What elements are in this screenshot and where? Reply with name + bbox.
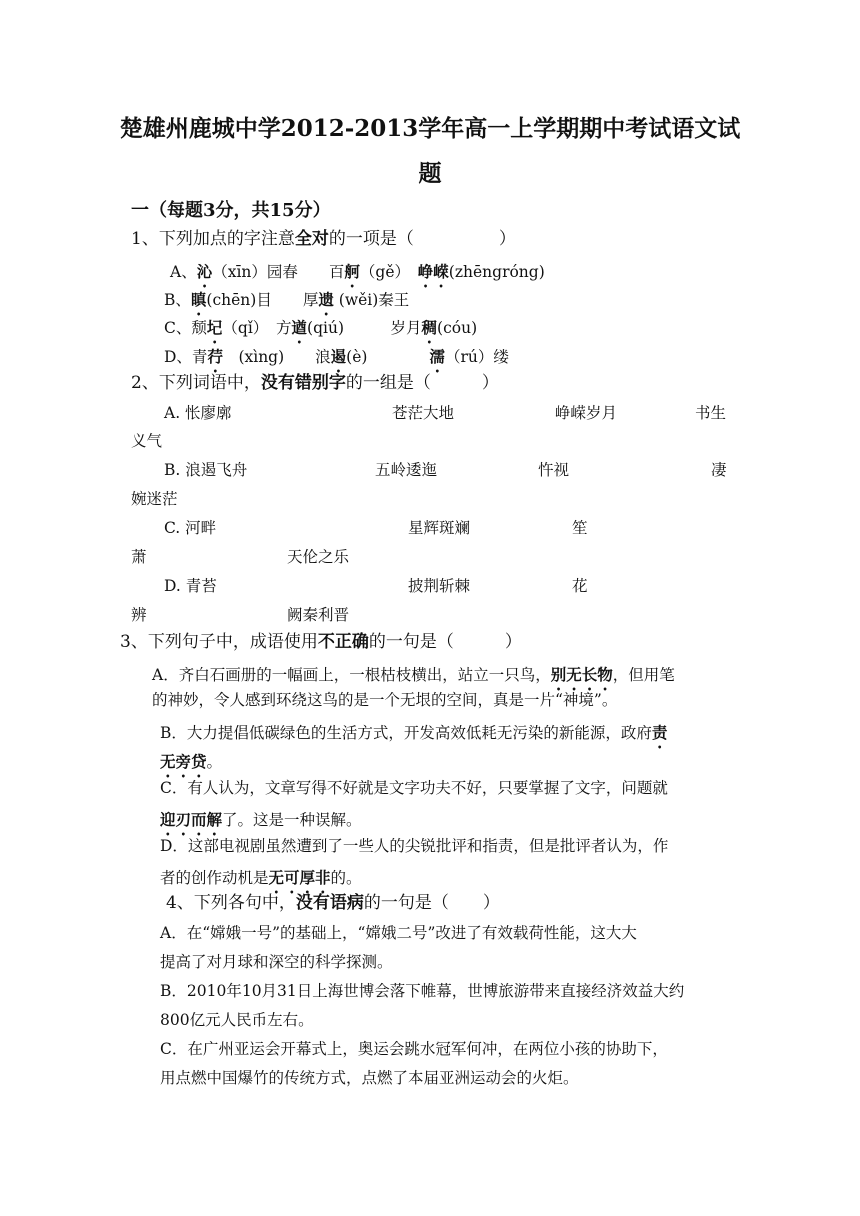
q2-a-col1: A. 怅廖廓: [164, 404, 232, 422]
dotted-char: 峥嵘: [417, 262, 449, 281]
sentence-text: B．大力提倡低碳绿色的生活方式，开发高效低耗无污染的新能源，政府: [160, 724, 652, 742]
dotted-char: 荇: [207, 347, 223, 366]
sentence-text: 者的创作动机是: [160, 869, 269, 887]
sentence-text: 了。这是一种误解。: [222, 811, 362, 829]
q2-b-col4: 凄: [711, 461, 727, 479]
q4-option-a-line2: 提高了对月球和深空的科学探测。: [160, 953, 393, 971]
q2-d-wrap1: 辨: [131, 606, 147, 624]
dotted-char: 舸: [344, 262, 360, 281]
dotted-char: 遒: [291, 318, 308, 337]
q2-b-col1: B. 浪遏飞舟: [164, 461, 248, 479]
q2-b-col3: 忤视: [538, 461, 570, 479]
q4-stem-emphasis: 没有语病: [295, 893, 364, 913]
pinyin-text: (è): [346, 348, 430, 366]
pinyin-text: （gě）: [359, 263, 418, 281]
question-4-stem: [166, 895, 500, 912]
q4-stem-post: 的一句是（ ）: [363, 893, 500, 913]
q2-d-col2: 披荆斩棘: [408, 577, 471, 595]
dotted-idiom: 责: [651, 723, 668, 742]
option-label: B、: [164, 291, 191, 309]
q4-stem-pre: 4、下列各句中，: [166, 893, 296, 913]
q3-option-d-line1: D．这部电视剧虽然遭到了一些人的尖锐批评和指责，但是批评者认为，作: [160, 837, 669, 855]
q4-option-c-line1: C．在广州亚运会开幕式上，奥运会跳水冠军何冲，在两位小孩的协助下，: [160, 1040, 668, 1058]
q3-option-c-line2: [160, 810, 362, 839]
pinyin-text: （xīn）园春 百: [212, 263, 345, 281]
dotted-idiom: 别无长物: [550, 665, 613, 684]
question-1-stem: [131, 231, 516, 248]
dotted-char: 稠: [421, 318, 438, 337]
option-label: D、青: [164, 348, 208, 366]
q2-b-wrap: 婉迷茫: [131, 490, 178, 508]
question-3-stem: [120, 634, 522, 651]
q3-stem-emphasis: 不正确: [317, 632, 369, 652]
pinyin-text: (xìng) 浪: [222, 348, 331, 366]
option-label: C、颓: [164, 319, 207, 337]
q2-c-col2: 星辉斑斓: [408, 519, 471, 537]
q2-d-col3: 花: [572, 577, 588, 595]
pinyin-text: （qǐ） 方: [222, 319, 292, 337]
q2-d-wrap2: 阙秦利晋: [287, 606, 350, 624]
pinyin-text: (zhēngróng): [448, 263, 545, 281]
sentence-text: 。: [206, 753, 223, 771]
q4-option-b-line2: 800亿元人民币左右。: [160, 1011, 314, 1029]
dotted-char: 圮: [206, 318, 223, 337]
pinyin-text: （rú）缕: [444, 348, 509, 366]
dotted-char: 遗: [318, 290, 334, 309]
q4-option-a-line1: A．在“嫦娥一号”的基础上，“嫦娥二号”改进了有效载荷性能，这大大: [160, 924, 637, 942]
q1-option-b: [164, 290, 409, 319]
option-label: A、: [170, 263, 197, 281]
q1-option-a: [170, 262, 545, 291]
dotted-idiom: 无旁贷: [160, 752, 207, 771]
q3-stem-pre: 3、下列句子中，成语使用: [120, 632, 318, 652]
q1-stem-pre: 1、下列加点的字注意: [131, 229, 295, 249]
q2-c-wrap2: 天伦之乐: [287, 548, 350, 566]
page-title-line2: 题: [418, 160, 442, 187]
dotted-idiom: 无可厚非: [268, 868, 331, 887]
dotted-idiom: 迎刃而解: [160, 810, 223, 829]
q2-c-col1: C. 河畔: [164, 519, 217, 537]
q1-stem-post: 的一项是（ ）: [328, 229, 516, 249]
q3-option-a-line1: [152, 665, 675, 694]
sentence-text: A．齐白石画册的一幅画上，一根枯枝横出，站立一只鸟，: [152, 666, 551, 684]
q1-option-d: [164, 347, 509, 376]
section-heading: 一（每题3分，共15分）: [131, 200, 331, 221]
q3-option-b-line1: [160, 723, 667, 752]
q4-option-c-line2: 用点燃中国爆竹的传统方式，点燃了本届亚洲运动会的火炬。: [160, 1069, 579, 1087]
q2-stem-pre: 2、下列词语中，: [131, 373, 261, 393]
q2-d-col1: D. 青苔: [164, 577, 217, 595]
dotted-char: 濡: [429, 347, 445, 366]
question-2-stem: [131, 375, 499, 392]
q3-option-c-line1: C．有人认为，文章写得不好就是文字功夫不好，只要掌握了文字，问题就: [160, 779, 668, 797]
q1-option-c: [164, 318, 477, 347]
pinyin-text: (qiú) 岁月: [307, 319, 422, 337]
q2-a-col2: 苍茫大地: [392, 404, 455, 422]
q1-stem-emphasis: 全对: [294, 229, 329, 249]
q2-c-wrap1: 萧: [131, 548, 147, 566]
q3-option-b-line2: [160, 752, 222, 781]
q2-a-wrap: 义气: [131, 432, 163, 450]
q3-stem-post: 的一句是（ ）: [368, 632, 522, 652]
dotted-char: 沁: [196, 262, 213, 281]
page-title-line1: 楚雄州鹿城中学2012-2013学年高一上学期期中考试语文试: [119, 115, 741, 142]
pinyin-text: (cóu): [437, 319, 478, 337]
q3-option-a-line2: 的神妙，令人感到环绕这鸟的是一个无垠的空间，真是一片“神境”。: [152, 691, 618, 709]
sentence-text: 的。: [330, 869, 362, 887]
q2-a-col4: 书生: [695, 404, 727, 422]
dotted-char: 遏: [330, 347, 347, 366]
dotted-char: 瞋: [190, 290, 207, 309]
sentence-text: ，但用笔: [612, 666, 675, 684]
q2-c-col3: 笙: [572, 519, 588, 537]
q2-b-col2: 五岭逶迤: [375, 461, 438, 479]
q2-stem-emphasis: 没有错别字: [260, 373, 346, 393]
pinyin-text: (wěi)秦王: [333, 291, 410, 309]
q4-option-b-line1: B．2010年10月31日上海世博会落下帷幕，世博旅游带来直接经济效益大约: [160, 982, 685, 1000]
q2-a-col3: 峥嵘岁月: [555, 404, 618, 422]
pinyin-text: (chēn)目 厚: [206, 291, 319, 309]
q2-stem-post: 的一组是（ ）: [345, 373, 499, 393]
